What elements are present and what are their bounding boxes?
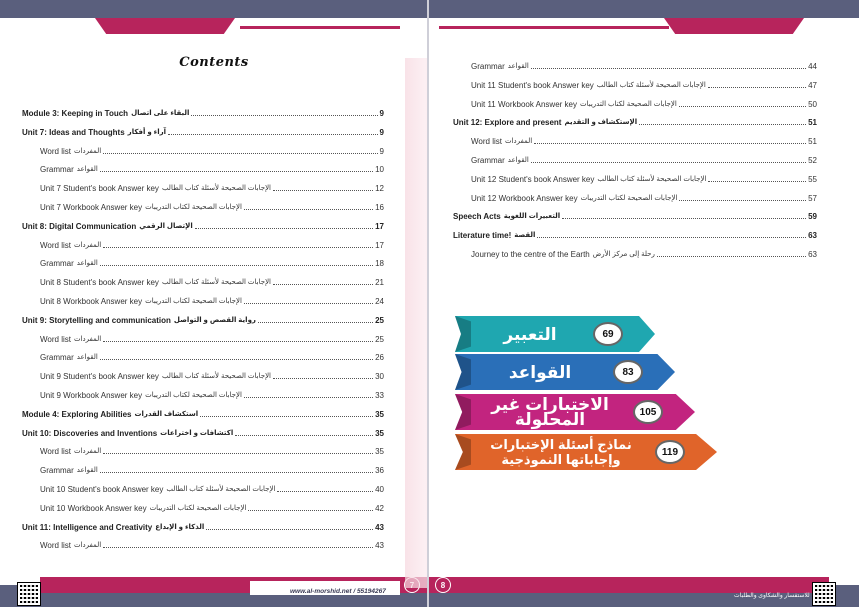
bottom-band-right [429,577,829,593]
banner-page-number: 105 [633,400,663,424]
toc-entry-arabic: المفردات [73,335,102,343]
toc-entry [453,230,817,240]
top-tab-right [664,18,804,34]
dot-leader [679,106,806,107]
banner-page-number: 119 [655,440,685,464]
toc-entry-arabic: القواعد [76,467,98,475]
tagline: للاستفسار والشكاوى والطلبات [734,593,810,599]
toc-entry [22,240,384,250]
section-banner [455,394,695,430]
dot-leader [103,453,373,454]
toc-entry [22,428,384,438]
banner-page-number: 83 [613,360,643,384]
toc-entry-page: 52 [808,156,817,165]
dot-leader [168,134,378,135]
dot-leader [100,359,373,360]
toc-entry-page: 26 [375,353,384,363]
toc-entry [453,99,817,109]
toc-entry-title: Unit 9 Workbook Answer key [40,391,143,400]
toc-entry [22,446,384,456]
toc-entry-title: Unit 8 Student's book Answer key [40,278,159,288]
toc-entry [22,146,384,156]
toc-entry-title: Unit 10 Workbook Answer key [40,503,147,513]
toc-entry-page: 25 [375,334,384,344]
toc-entry-page: 35 [375,428,384,438]
toc-entry [453,155,817,165]
toc-entry [453,249,817,259]
banner-shade [455,354,471,390]
dot-leader [679,200,806,201]
toc-entry-page: 12 [375,184,384,194]
qr-code-icon [18,583,40,605]
top-bar [0,0,427,18]
banner-shade [455,394,471,430]
toc-entry-arabic: الإجابات الصحيحة لكتاب التدريبات [580,194,678,202]
toc-entry-page: 36 [375,466,384,476]
toc-entry-title: Unit 7 Workbook Answer key [40,203,143,212]
banner-label: الاختبارات غير المحلولة [491,395,609,429]
dot-leader [206,529,373,530]
toc-entry-page: 24 [375,297,384,306]
toc-entry-title: Word list [40,240,71,250]
toc-entry-page: 50 [808,99,817,109]
toc-entry [22,108,384,118]
toc-entry-arabic: المفردات [73,241,102,249]
page-number-right: 8 [435,577,451,593]
banner-label: نماذج أسئلة الإختبارات وإجاباتها النموذجية [490,437,632,467]
toc-entry [22,484,384,494]
dot-leader [244,397,373,398]
toc-entry [22,277,384,287]
banner-label: القواعد [508,362,572,382]
toc-entry-page: 35 [375,409,384,419]
toc-entry-title: Literature time! [453,231,512,241]
dot-leader [100,265,373,266]
toc-entry [453,193,817,203]
toc-entry [22,522,384,532]
toc-entry-arabic: الإجابات الصحيحة لكتاب التدريبات [579,100,677,108]
toc-entry-title: Unit 12 Student's book Answer key [471,174,595,184]
toc-entry-title: Unit 11 Workbook Answer key [471,99,577,109]
toc-entry [453,117,817,127]
toc-entry-title: Unit 10: Discoveries and Inventions [22,428,158,438]
dot-leader [657,256,806,257]
toc-entry-arabic: التعبيرات اللغوية [503,213,561,221]
toc-entry-arabic: القواعد [76,166,98,174]
toc-entry-title: Grammar [40,353,74,363]
toc-entry-title: Word list [40,146,71,156]
toc-entry-page: 40 [375,485,384,494]
dot-leader [708,87,806,88]
toc-entry-arabic: القواعد [76,260,98,268]
toc-entry-title: Speech Acts [453,212,501,222]
dot-leader [103,247,373,248]
dot-leader [103,341,373,342]
toc-entry-page: 43 [375,541,384,551]
toc-entry [453,80,817,90]
toc-entry-page: 51 [808,118,817,128]
toc-entry [22,164,384,174]
dot-leader [273,190,373,191]
dot-leader [277,491,373,492]
toc-entry-arabic: الذكاء و الإبداع [155,523,205,531]
toc-entry-title: Unit 11 Student's book Answer key [471,80,594,90]
toc-entry [22,221,384,231]
section-banner [455,316,655,352]
toc-entry-arabic: آراء و أفكار [127,128,167,136]
toc-entry-arabic: الإجابات الصحيحة لكتاب التدريبات [145,392,242,399]
toc-entry-title: Unit 7 Student's book Answer key [40,184,159,194]
toc-entry-page: 17 [375,240,384,250]
toc-entry [22,315,384,325]
toc-entry [22,127,384,137]
banner-shade [455,434,471,470]
toc-entry-title: Module 4: Exploring Abilities [22,409,132,419]
toc-entry [22,465,384,475]
toc-entry-arabic: الإجابات الصحيحة لأسئلة كتاب الطالب [161,279,272,287]
dot-leader [639,124,806,125]
toc-entry-title: Grammar [471,62,505,71]
dot-leader [258,322,373,323]
dot-leader [100,171,373,172]
toc-entry-title: Module 3: Keeping in Touch [22,109,129,118]
toc-entry-page: 63 [808,250,817,259]
top-line [240,26,400,29]
section-banner [455,354,675,390]
toc-entry-title: Journey to the centre of the Earth [471,250,590,259]
toc-entry-page: 17 [375,221,384,231]
dot-leader [248,510,373,511]
toc-entry-arabic: القواعد [507,157,529,164]
toc-entry-page: 9 [379,109,384,118]
toc-entry-arabic: الإجابات الصحيحة لأسئلة كتاب الطالب [161,373,272,381]
toc-entry-page: 25 [375,315,384,325]
dot-leader [562,218,806,219]
toc-entry-arabic: الإتصال الرقمي [139,222,193,230]
toc-entry [22,371,384,381]
toc-entry-arabic: رواية القصص و التواصل [173,316,256,324]
toc-entry-page: 47 [808,80,817,90]
left-page [0,0,428,607]
toc-entry-title: Word list [40,541,71,551]
dot-leader [273,284,373,285]
dot-leader [235,435,373,436]
toc-entry [453,136,817,146]
toc-entry-arabic: الإجابات الصحيحة لأسئلة كتاب الطالب [597,175,707,183]
dot-leader [273,378,373,379]
toc-entry [453,61,817,71]
toc-entry-page: 33 [375,391,384,400]
toc-entry-arabic: القواعد [507,63,529,70]
toc-entry-page: 35 [375,447,384,457]
right-page [429,0,859,607]
toc-entry-page: 9 [379,146,384,156]
toc-entry-title: Unit 9 Student's book Answer key [40,372,159,382]
toc-entry-title: Unit 9: Storytelling and communication [22,315,171,325]
toc-entry-arabic: اكتشافات و اختراعات [160,429,234,437]
top-bar-right [429,0,859,18]
toc-entry-arabic: المفردات [73,147,102,155]
toc-entry-arabic: البقاء على اتصال [131,110,190,117]
toc-entry-page: 42 [375,503,384,513]
page-title: Contents [179,55,249,70]
toc-entry-page: 51 [808,137,817,147]
top-tab [95,18,235,34]
dot-leader [100,472,373,473]
dot-leader [195,228,373,229]
toc-entry-arabic: القصة [514,232,536,240]
toc-entry [22,296,384,306]
qr-code-icon-right [813,583,835,605]
toc-entry-arabic: استكشاف القدرات [134,410,199,418]
toc-entry-page: 43 [375,522,384,532]
toc-entry [22,258,384,268]
toc-entry-arabic: الإجابات الصحيحة لكتاب التدريبات [145,204,242,211]
toc-entry [22,503,384,513]
dot-leader [103,153,377,154]
toc-entry-arabic: المفردات [73,542,102,550]
toc-entry-page: 18 [375,259,384,269]
toc-entry-page: 30 [375,372,384,382]
toc-entry-title: Unit 12 Workbook Answer key [471,193,578,203]
top-line-right [439,26,669,29]
toc-entry-arabic: القواعد [76,354,98,362]
dot-leader [200,416,373,417]
toc-entry [22,409,384,419]
section-banner [455,434,717,470]
toc-entry-title: Grammar [40,259,74,269]
toc-entry-title: Unit 12: Explore and present [453,118,562,128]
toc-entry [22,352,384,362]
dot-leader [537,237,806,238]
banner-label: التعبير [503,324,557,344]
toc-entry-arabic: الإجابات الصحيحة لكتاب التدريبات [149,504,247,512]
toc-entry-arabic: الإجابات الصحيحة لأسئلة كتاب الطالب [596,81,706,89]
toc-entry [22,334,384,344]
toc-entry-page: 55 [808,174,817,184]
toc-entry-page: 16 [375,203,384,212]
toc-entry-title: Unit 10 Student's book Answer key [40,485,164,494]
toc-entry [22,390,384,400]
toc-entry [22,540,384,550]
toc-entry-arabic: المفردات [73,448,102,456]
toc-entry-title: Grammar [40,165,74,175]
toc-entry-arabic: رحلة إلى مركز الأرض [592,251,655,258]
toc-entry-title: Grammar [471,156,505,165]
dot-leader [191,115,377,116]
toc-entry-arabic: المفردات [504,138,533,146]
toc-entry [22,202,384,212]
banner-shade [455,316,471,352]
toc-entry-title: Grammar [40,466,74,476]
toc-entry-arabic: الإجابات الصحيحة لكتاب التدريبات [145,298,242,305]
toc-entry-title: Word list [40,447,71,457]
toc-entry-title: Word list [471,137,502,147]
toc-entry-title: Unit 7: Ideas and Thoughts [22,127,125,137]
toc-entry-title: Unit 8 Workbook Answer key [40,297,143,306]
dot-leader [531,162,806,163]
banner-page-number: 69 [593,322,623,346]
dot-leader [708,181,806,182]
website-text: www.al-morshid.net / 55194267 [290,588,386,595]
toc-entry-page: 57 [808,193,817,203]
toc-entry-arabic: الإجابات الصحيحة لأسئلة كتاب الطالب [161,185,272,193]
toc-entry-arabic: الإستكشاف و التقديم [564,119,638,127]
toc-entry-title: Word list [40,334,71,344]
toc-entry-arabic: الإجابات الصحيحة لأسئلة كتاب الطالب [166,486,276,493]
toc-entry [453,174,817,184]
dot-leader [244,209,373,210]
toc-entry-page: 63 [808,231,817,241]
toc-entry-page: 21 [375,278,384,288]
toc-entry-title: Unit 8: Digital Communication [22,221,137,231]
toc-entry-page: 10 [375,165,384,175]
toc-entry-title: Unit 11: Intelligence and Creativity [22,522,153,532]
toc-entry-page: 44 [808,62,817,71]
dot-leader [244,303,373,304]
dot-leader [103,547,373,548]
toc-entry-page: 9 [379,127,384,137]
toc-entry [22,183,384,193]
toc-entry-page: 59 [808,212,817,222]
toc-entry [453,211,817,221]
dot-leader [534,143,806,144]
dot-leader [531,68,806,69]
